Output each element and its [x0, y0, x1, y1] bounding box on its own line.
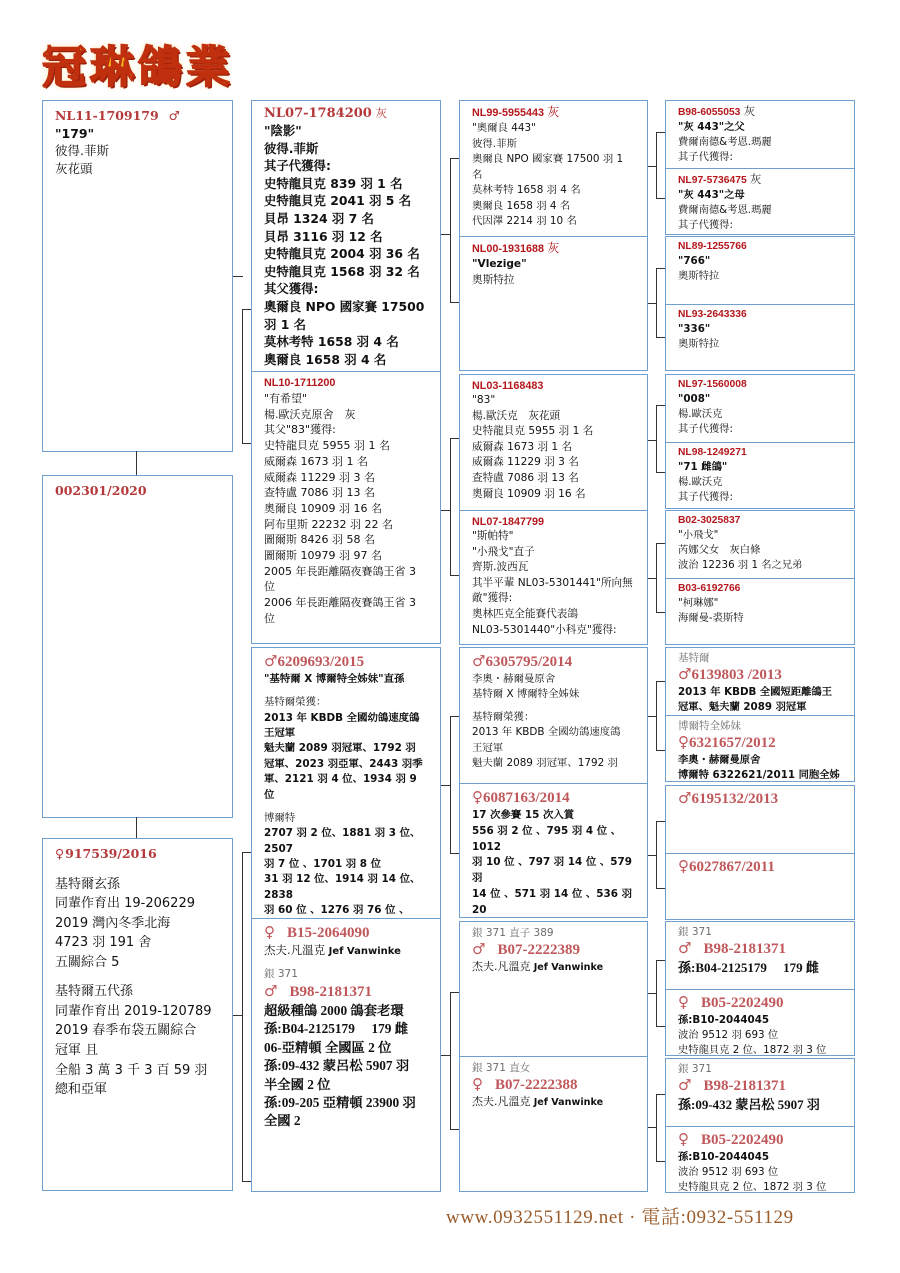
ancestor-card [665, 168, 855, 235]
detail-line: 孫:B10-2044045 [678, 1014, 770, 1026]
detail-line: 17 次參賽 15 次入賞 [472, 809, 575, 821]
detail-line: 史特龍貝克 1568 羽 32 名 [264, 263, 420, 279]
connector-bracket [656, 681, 665, 751]
detail-line: 波治 9512 羽 693 位 [678, 1166, 779, 1178]
sire-name: "179" [55, 125, 95, 141]
ancestor-card [665, 989, 855, 1056]
detail-line: 14 位 、571 羽 14 位 、536 羽 20 [472, 887, 632, 916]
detail-line: 奧斯特拉 [472, 273, 515, 286]
ancestor-ring: B03-6192766 [678, 583, 741, 594]
connector-bracket [450, 158, 459, 303]
detail-line: 羽 1 名 [264, 316, 307, 332]
detail-line: 其子代獲得: [678, 491, 733, 503]
detail-line: "小飛戈" [678, 529, 719, 541]
ancestor-ring: B05-2202490 [701, 995, 784, 1011]
dam-details [55, 875, 222, 1100]
detail-line: 06-亞精頓 全國區 2 位 [264, 1039, 392, 1055]
detail-line: 波治 9512 羽 693 位 [678, 1029, 779, 1041]
ancestor-card [665, 510, 855, 579]
dd-details [264, 1002, 430, 1131]
dds-breeder-en: Jef Vanwinke [533, 962, 604, 973]
detail-line: 奧爾良 10909 羽 16 名 [264, 501, 382, 515]
detail-line: 奧爾良 NPO 國家賽 17500 羽 1 [472, 153, 624, 165]
detail-line: "灰 443"之母 [678, 189, 745, 201]
ssd-card [459, 236, 648, 371]
detail-line [472, 702, 637, 710]
dd-breeder-en: Jef Vanwinke [328, 946, 401, 957]
connector-bracket [656, 268, 665, 338]
detail-line: 孫:B10-2044045 [678, 1151, 770, 1163]
detail-line: 奧爾良 1658 羽 4 名 [264, 351, 387, 367]
male-icon: ♂ [678, 939, 692, 957]
ancestor-note: 博爾特全姊妹 [678, 720, 741, 732]
detail-line: 其子代獲得: [678, 151, 733, 163]
detail-line: "766" [678, 255, 711, 267]
ssd-details [472, 257, 637, 288]
detail-line: "小飛戈"直子 [472, 545, 535, 558]
connector-bracket [242, 852, 251, 1182]
connector-line [136, 451, 137, 476]
detail-line: 史特龍貝克 839 羽 1 名 [264, 175, 403, 191]
detail-line: 圖爾斯 10979 羽 97 名 [264, 549, 382, 563]
ancestor-ring: NL89-1255766 [678, 241, 747, 252]
detail-line: 2005 年長距離隔夜賽鴿王省 3 [264, 564, 416, 578]
ancestor-ring: NL97-1560008 [678, 379, 747, 390]
detail-line: "83" [472, 394, 496, 406]
detail-line: 2013 年 KBDB 全國幼鴿速度鴿 [472, 726, 621, 739]
detail-line: 五關綜合 5 [55, 954, 120, 970]
detail-line: 4723 羽 191 舍 [55, 935, 152, 951]
detail-line: 位 [264, 788, 275, 801]
detail-line: 其父獲得: [264, 281, 319, 297]
male-icon: ♂ [264, 982, 278, 1000]
ancestor-card [665, 1058, 855, 1127]
ancestor-ring: 6139803 /2013 [691, 667, 782, 683]
detail-line [55, 972, 222, 982]
dd-note: 銀 371 [264, 968, 298, 980]
detail-line: 史特龍貝克 5955 羽 1 名 [264, 439, 390, 453]
ancestor-card [665, 785, 855, 854]
detail-line: 其子代獲得: [264, 158, 331, 174]
dds-card [459, 921, 648, 1057]
detail-line: 2707 羽 2 位、1881 羽 3 位、2507 [264, 827, 421, 855]
connector-bracket [450, 992, 459, 1130]
ancestor-ring: B02-3025837 [678, 515, 741, 526]
detail-line: 王冠軍 [472, 741, 504, 754]
female-icon: ♀ [678, 857, 689, 875]
detail-line: 威爾森 11229 羽 3 名 [264, 470, 375, 484]
detail-line: 波治 12236 羽 1 名之兄弟 [678, 559, 803, 571]
ancestor-ring: NL93-2643336 [678, 309, 747, 320]
ddd-breeder-en: Jef Vanwinke [533, 1097, 604, 1108]
detail-line: NL03-5301440"小科克"獲得: [472, 623, 617, 636]
connector-bracket [656, 405, 665, 473]
detail-line: "336" [678, 323, 711, 335]
female-icon: ♀ [55, 846, 65, 861]
detail-line: 其半平輩 NL03-5301441"所向無 [472, 576, 633, 589]
sds-ring: NL03-1168483 [472, 380, 544, 392]
ancestor-ring: B98-6055053 [678, 107, 741, 118]
detail-line: 奧斯特拉 [678, 270, 720, 282]
ssd-ring: NL00-1931688 [472, 243, 545, 255]
detail-line: 其父"83"獲得: [264, 423, 336, 437]
male-icon: ♂ [678, 1076, 692, 1094]
detail-line: 魁夫蘭 2089 羽冠軍、1792 羽 [472, 756, 618, 769]
detail-line: 2013 年 KBDB 全國短距離鴿王 [678, 686, 833, 698]
ancestor-card [665, 853, 855, 920]
detail-line: 同輩作育出 2019-120789 [55, 1003, 212, 1019]
detail-line: 彼得.菲斯 [472, 137, 517, 150]
sire-sire-card [251, 100, 441, 372]
detail-line: 羽 7 位 、1701 羽 8 位 [264, 858, 382, 871]
female-icon: ♀ [678, 1130, 689, 1148]
detail-line: 魁夫蘭 2089 羽冠軍、1792 羽 [264, 742, 416, 755]
detail-line: 基特爾榮獲： [264, 696, 327, 709]
detail-line: 基特爾 X 博爾特全姊妹 [472, 688, 580, 701]
detail-line: "斯帕特" [472, 530, 514, 542]
connector-bracket [656, 132, 665, 199]
ss-color: 灰 [375, 106, 387, 120]
ancestor-note: 銀 371 [678, 1063, 712, 1075]
ancestor-card [665, 100, 855, 169]
detail-line: 孫:B04-2125179 179 雌 [264, 1021, 409, 1037]
subject-card [42, 475, 233, 818]
ancestor-card [665, 442, 855, 509]
detail-line: 奧爾良 10909 羽 16 名 [472, 487, 586, 500]
detail-line: 2013 年 KBDB 全國幼鴿速度鴿 [264, 711, 420, 724]
ss-details [264, 122, 430, 368]
detail-line: 敵"獲得: [472, 592, 513, 605]
detail-line: 費爾南德&考恩.瑪麗 [678, 136, 772, 148]
detail-line: 楊.歐沃克 灰花頭 [472, 409, 561, 422]
sss-details [472, 121, 637, 230]
ddd-ring: B07-2222388 [495, 1077, 578, 1093]
ancestor-color: 灰 [743, 104, 756, 118]
detail-line: 李奧・赫爾曼原舍 [678, 754, 761, 766]
detail-line: 代因澤 2214 羽 10 名 [472, 215, 577, 227]
dsd-card [459, 783, 648, 918]
dam-card [42, 838, 233, 1191]
male-icon: ♂ [168, 108, 180, 123]
ddd-breeder: 杰夫.凡溫克 [472, 1095, 531, 1108]
detail-line: "Vlezige" [472, 258, 527, 270]
dss-card [459, 647, 648, 784]
detail-line: 名 [472, 168, 483, 181]
detail-line: 楊.歐沃克 [678, 408, 723, 420]
dd-ring: B15-2064090 [287, 925, 370, 941]
detail-line: 貝昂 1324 羽 7 名 [264, 210, 374, 226]
ancestor-card [665, 647, 855, 716]
ancestor-ring: NL97-5736475 [678, 175, 747, 186]
footer-contact: www.0932551129.net · 電話:0932-551129 [446, 1207, 794, 1228]
dd-breeder: 杰夫.凡溫克 [264, 943, 326, 957]
ancestor-ring: 6027867/2011 [689, 859, 775, 875]
detail-line: 超級種鴿 2000 鴿套老環 [264, 1003, 404, 1018]
sire-card [42, 100, 233, 452]
ddd-note: 銀 371 直女 [472, 1062, 531, 1074]
detail-line: 費爾南德&考恩.瑪麗 [678, 204, 772, 216]
female-icon: ♀ [678, 733, 689, 751]
detail-line: 2006 年長距離隔夜賽鴿王省 3 [264, 596, 416, 610]
detail-line: 羽 60 位 、1276 羽 76 位 、 [264, 904, 410, 917]
detail-line: 李奧・赫爾曼原舍 [472, 673, 556, 685]
sire-breeder: 彼得.菲斯 [55, 143, 109, 158]
connector-line [136, 817, 137, 839]
detail-line: "基特爾 X 博爾特全姊妹"直孫 [264, 673, 405, 685]
dd-sire-ring: B98-2181371 [289, 984, 372, 1000]
detail-line: 同輩作育出 19-206229 [55, 896, 195, 912]
detail-line: "71 雌鴿" [678, 461, 728, 473]
sdd-card [459, 510, 648, 645]
detail-line: 其子代獲得: [678, 219, 733, 231]
ancestor-color: 灰 [749, 172, 762, 186]
detail-line: 海爾曼-裘斯特 [678, 612, 744, 624]
dds-ring: B07-2222389 [497, 942, 580, 958]
connector-bracket [656, 960, 665, 1027]
detail-line: "有希望" [264, 392, 308, 405]
detail-line: 全國 2 [264, 1113, 301, 1129]
detail-line: "灰 443"之父 [678, 121, 745, 133]
ancestor-ring: B98-2181371 [703, 1078, 786, 1094]
detail-line: 楊.歐沃克原舍 灰 [264, 407, 356, 421]
detail-line: 彼得.菲斯 [264, 140, 319, 156]
ancestor-ring: NL98-1249271 [678, 447, 747, 458]
detail-line: 王冠軍 [264, 727, 296, 740]
connector-bracket [656, 1094, 665, 1162]
sds-details [472, 393, 637, 502]
detail-line: 全船 3 萬 3 千 3 百 59 羽 [55, 1062, 208, 1078]
female-icon: ♀ [472, 1075, 483, 1093]
detail-line: 威爾森 11229 羽 3 名 [472, 456, 579, 469]
detail-line: 史特龍貝克 2004 羽 36 名 [264, 246, 420, 262]
sdd-ring: NL07-1847799 [472, 516, 545, 528]
ssd-color: 灰 [547, 241, 560, 255]
male-icon: ♂ [264, 652, 278, 670]
detail-line: 羽 10 位 、797 羽 14 位 、579 羽 [472, 856, 632, 885]
detail-line: 2019 灣內冬季北海 [55, 915, 171, 931]
ddd-card [459, 1056, 648, 1192]
female-icon: ♀ [678, 993, 689, 1011]
detail-line: 奧斯特拉 [678, 338, 720, 350]
detail-line: 基特爾玄孫 [55, 876, 121, 892]
sds-card [459, 374, 648, 511]
ds-details [264, 672, 430, 919]
sire-color: 灰花頭 [55, 160, 93, 176]
dds-note: 銀 371 直子 389 [472, 927, 554, 939]
detail-line: 孫:09-432 蒙呂松 5907 羽 [678, 1097, 820, 1112]
detail-line: "008" [678, 393, 711, 405]
detail-line: 位 [264, 611, 275, 625]
male-icon: ♂ [472, 940, 486, 958]
dam-sire-card [251, 647, 441, 919]
detail-line: "柯琳娜" [678, 597, 719, 609]
connector-line [233, 276, 243, 277]
detail-line: 威爾森 1673 羽 1 名 [264, 454, 368, 468]
dss-details [472, 672, 637, 771]
dam-dam-card [251, 918, 441, 1192]
detail-line: "陰影" [264, 123, 302, 138]
ss-ring: NL07-1784200 [264, 106, 372, 121]
ancestor-card [665, 578, 855, 645]
dds-breeder: 杰夫.凡溫克 [472, 960, 531, 973]
male-icon: ♂ [472, 652, 486, 670]
detail-line: 孫:09-432 蒙呂松 5907 羽 [264, 1058, 410, 1074]
ancestor-ring: B98-2181371 [703, 941, 786, 957]
detail-line: 芮娜父女 灰白條 [678, 544, 761, 556]
detail-line: 冠軍、2023 羽亞軍、2443 羽季 [264, 757, 423, 770]
detail-line: 圖爾斯 8426 羽 58 名 [264, 533, 375, 547]
sss-color: 灰 [547, 105, 560, 119]
detail-line: 莫林考特 1658 羽 4 名 [264, 334, 399, 350]
detail-line: 奧爾良 1658 羽 4 名 [472, 199, 571, 212]
detail-line: 基特爾榮獲： [472, 711, 535, 724]
detail-line: 博爾特 [264, 811, 296, 824]
sire-dam-card [251, 371, 441, 644]
detail-line: 查特盧 7086 羽 13 名 [264, 486, 375, 500]
sss-card [459, 100, 648, 237]
detail-line: 31 羽 12 位、1914 羽 14 位、2838 [264, 873, 421, 901]
connector-bracket [450, 716, 459, 854]
detail-line: 史特龍貝克 2 位、1872 羽 3 位 [678, 1181, 827, 1193]
detail-line: 2019 春季布袋五關綜合 [55, 1023, 197, 1039]
female-icon: ♀ [264, 923, 275, 941]
dam-ring: 917539/2016 [65, 846, 157, 861]
ancestor-note: 銀 371 [678, 926, 712, 938]
detail-line: 貝昂 3116 羽 12 名 [264, 228, 383, 244]
ancestor-card [665, 921, 855, 990]
detail-line: 奧林匹克全能賽代表鴿 [472, 607, 578, 620]
logo-title: 冠琳鴿業 [42, 42, 234, 93]
detail-line: 阿布里斯 22232 羽 22 名 [264, 517, 393, 531]
ancestor-card [665, 715, 855, 782]
detail-line: 奧爾良 NPO 國家賽 17500 [264, 298, 425, 314]
detail-line [264, 687, 430, 695]
detail-line: 其子代獲得: [678, 423, 733, 435]
ancestor-card [665, 1126, 855, 1193]
detail-line: 孫:09-205 亞精頓 23900 羽 [264, 1095, 416, 1111]
detail-line: 軍、2121 羽 4 位、1934 羽 9 [264, 773, 417, 786]
dsd-ring: 6087163/2014 [483, 790, 570, 806]
sdd-details [472, 529, 637, 638]
dss-ring: 6305795/2014 [485, 654, 573, 670]
detail-line: 位 [264, 580, 275, 594]
detail-line [264, 803, 430, 811]
detail-line: 威爾森 1673 羽 1 名 [472, 440, 573, 453]
detail-line: 總和亞軍 [55, 1082, 108, 1098]
subject-ring: 002301/2020 [55, 483, 147, 498]
sire-ring: NL11-1709179 [55, 108, 159, 123]
male-icon: ♂ [678, 789, 692, 807]
connector-bracket [242, 309, 251, 444]
sss-ring: NL99-5955443 [472, 107, 545, 119]
detail-line: 基特爾五代孫 [55, 984, 134, 1000]
detail-line: 孫:B04-2125179 179 雌 [678, 960, 819, 975]
detail-line: 查特盧 7086 羽 13 名 [472, 471, 579, 484]
detail-line: 楊.歐沃克 [678, 476, 723, 488]
detail-line: 博爾特 6322621/2011 同胞全姊 [678, 769, 840, 781]
ancestor-card [665, 236, 855, 305]
sd-details [264, 391, 430, 627]
male-icon: ♂ [678, 665, 692, 683]
connector-bracket [656, 543, 665, 613]
ancestor-note: 基特爾 [678, 652, 710, 664]
detail-line: 冠軍、魁夫蘭 2089 羽冠軍 [678, 701, 807, 713]
detail-line: 556 羽 2 位 、795 羽 4 位 、1012 [472, 824, 622, 853]
dsd-details [472, 808, 637, 918]
ancestor-ring: B05-2202490 [701, 1132, 784, 1148]
detail-line: "奧爾良 443" [472, 122, 536, 134]
female-icon: ♀ [472, 788, 483, 806]
connector-bracket [656, 821, 665, 889]
detail-line: 史特龍貝克 5955 羽 1 名 [472, 425, 594, 438]
connector-bracket [450, 438, 459, 576]
ds-ring: 6209693/2015 [277, 654, 365, 670]
sd-ring: NL10-1711200 [264, 377, 336, 389]
detail-line: 冠軍 且 [55, 1043, 99, 1058]
detail-line: 半全國 2 位 [264, 1076, 331, 1092]
ancestor-card [665, 304, 855, 371]
ancestor-card [665, 374, 855, 443]
ancestor-ring: 6195132/2013 [691, 791, 779, 807]
ancestor-ring: 6321657/2012 [689, 735, 776, 751]
detail-line: 齊斯.波西瓦 [472, 561, 529, 574]
detail-line: 莫林考特 1658 羽 4 名 [472, 184, 581, 196]
detail-line: 史特龍貝克 2 位、1872 羽 3 位 [678, 1044, 827, 1056]
detail-line: 史特龍貝克 2041 羽 5 名 [264, 193, 412, 209]
